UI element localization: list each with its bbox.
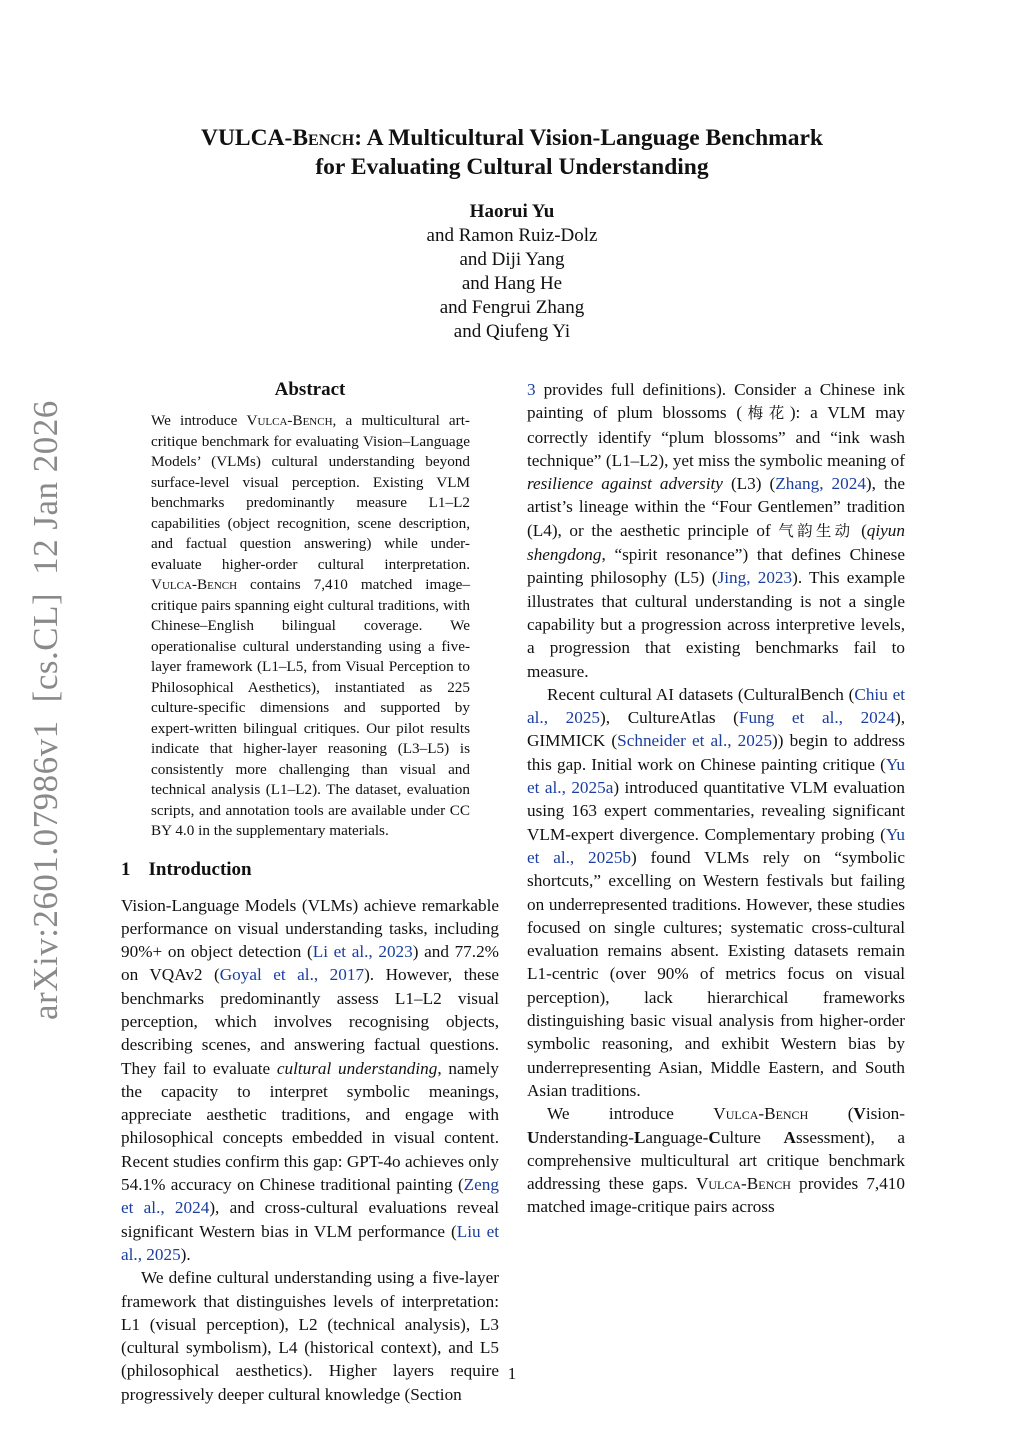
author-name: Haorui Yu (469, 201, 555, 222)
citation-link[interactable]: Liu et al., 2025 (121, 1221, 499, 1264)
citation-link[interactable]: Yu et al., 2025a (527, 754, 905, 798)
paper-title-line-2: for Evaluating Cultural Understanding (315, 154, 709, 180)
author-name: and Qiufeng Yi (453, 321, 571, 342)
citation-link[interactable]: Chiu et al., 2025 (527, 684, 905, 728)
arxiv-stamp (26, 382, 66, 1020)
intro-body-left (121, 894, 499, 1407)
bench-name: Vulca-Bench (151, 576, 238, 593)
citation-link[interactable]: Fung et al., 2024 (738, 708, 895, 728)
right-column (527, 378, 905, 1219)
paragraph (121, 1266, 499, 1406)
bench-name: Vulca-Bench (713, 1104, 809, 1124)
paragraph: Recent cultural AI datasets (CulturalBench (Chiu et al., 2025), CultureAtlas (Fung et al., 2024), GIMMICK (Schneider et al., 2025)) begin to address this gap. Initial work on Chinese painting critique (Yu et al., 2025a) introduced quantitative VLM evaluation using 163 expert commentaries, revealing significant VLM-expert divergence. Complementary probing (Yu et al., 2025b) found VLMs rely on “symbolic shortcuts,” excelling on Western festivals but failing on underrepresented traditions. However, these studies focused on single cultures; systematic cross-cultural evaluation remains absent. Existing datasets remain L1-centric (over 90% of metrics focus on visual perception), lack hierarchical frameworks distinguishing basic visual analysis from higher-order symbolic reasoning, and exhibit Western bias by underrepresenting Asian, Middle Eastern, and South Asian traditions. (527, 684, 906, 1100)
arxiv-date: 12 Jan 2026 (26, 400, 65, 575)
author-name: and Diji Yang (459, 249, 565, 270)
section-heading-introduction: 1 Introduction (121, 858, 252, 880)
paragraph-continued: 3 provides full definitions). Consider a Chinese ink painting of plum blossoms (梅花): a VLM may correctly identify “plum blossoms” and “ink wash technique” (L1–L2), yet miss the symbolic meaning of resilience against adversity (L3) (Zhang, 2024), the artist’s lineage within the “Four Gentlemen” tradition (L4), or the aesthetic principle of 气韵生动 (qiyun shengdong, “spirit resonance”) that defines Chinese painting philosophy (L5) (Jing, 2023). This example illustrates that cultural understanding is not a single capability but a progression across interpretive levels, a progression that existing benchmarks fail to measure. (527, 380, 906, 681)
author-name: and Fengrui Zhang (439, 297, 585, 318)
paragraph: We introduce Vulca-Bench (Vision-Understanding-Language-Culture Assessment), a comprehensive multicultural art critique benchmark addressing these gaps. Vulca-Bench provides 7,410 matched image-critique pairs across (527, 1104, 905, 1217)
paper-title-line-1: VULCA-Bench: A Multicultural Vision-Language Benchmark (200, 125, 824, 151)
citation-link[interactable]: Zhang, 2024 (775, 474, 866, 494)
page-number: 1 (507, 1364, 517, 1383)
citation-link[interactable]: Jing, 2023 (717, 568, 793, 588)
left-column (121, 378, 499, 1406)
bench-name: VULCA-Bench (200, 125, 355, 151)
paragraph: Vision-Language Models (VLMs) achieve remarkable performance on visual understanding tasks, including 90%+ on object detection (Li et al., 2023) and 77.2% on VQAv2 (Goyal et al., 2017). However, these benchmarks predominantly assess L1–L2 visual perception, which involves recognising objects, describing scenes, and answering factual questions. They fail to evaluate cultural understanding, namely the capacity to interpret symbolic meanings, appreciate aesthetic traditions, and engage with philosophical concepts embedded in visual content. Recent studies confirm this gap: GPT-4o achieves only 54.1% accuracy on Chinese traditional painting (Zeng et al., 2024), and cross-cultural evaluations reveal significant Western bias in VLM performance (Liu et al., 2025). (121, 895, 500, 1264)
bench-name: Vulca-Bench (695, 1174, 791, 1194)
citation-link[interactable]: Zeng et al., 2024 (121, 1175, 499, 1218)
intro-body-right (527, 378, 905, 1219)
author-name: and Hang He (461, 273, 563, 294)
chinese-term: 气韵生动 (778, 521, 854, 540)
p2-left-part: We define cultural understanding using a five-layer framework that distinguishes levels of interpretation: L1 (visual perception), L2 (technical analysis), L3 (cultural symbolism), L4 (historical context), and L5 (philosophical aesthetics). Higher layers require progressively deeper cultural knowledge (Section (121, 1268, 499, 1404)
arxiv-id: arXiv:2601.07986v1 (26, 720, 65, 1020)
author-name: and Ramon Ruiz-Dolz (426, 225, 598, 246)
chinese-term: 梅花 (742, 404, 790, 423)
bench-name: Vulca-Bench (246, 412, 333, 429)
citation-link[interactable]: Schneider et al., 2025 (617, 731, 773, 751)
arxiv-category: [cs.CL] (26, 592, 65, 703)
abstract-heading: Abstract (274, 379, 346, 400)
section-ref-link[interactable]: 3 (527, 380, 536, 399)
citation-link[interactable]: Goyal et al., 2017 (219, 965, 365, 985)
abstract-text: We introduce Vulca-Bench, a multicultural art-critique benchmark for evaluating Vision–Language Models’ (VLMs) cultural understanding beyond surface-level visual perception. Existing VLM benchmarks predominantly measure L1–L2 capabilities (object recognition, scene description, and factual question answering) while under-evaluate higher-order cultural interpretation. Vulca-Bench contains 7,410 matched image–critique pairs spanning eight cultural traditions, with Chinese–English bilingual coverage. We operationalise cultural understanding using a five-layer framework (L1–L5, from Visual Perception to Philosophical Aesthetics), instantiated as 225 culture-specific dimensions and supported by expert-written bilingual critiques. Our pilot results indicate that higher-layer reasoning (L3–L5) is consistently more challenging than visual and technical analysis (L1–L2). The dataset, evaluation scripts, and annotation tools are available under CC BY 4.0 in the supplementary materials. (151, 412, 470, 839)
author-list (0, 200, 1024, 344)
citation-link[interactable]: Yu et al., 2025b (527, 824, 905, 867)
citation-link[interactable]: Li et al., 2023 (312, 942, 413, 962)
title-block (0, 124, 1024, 182)
